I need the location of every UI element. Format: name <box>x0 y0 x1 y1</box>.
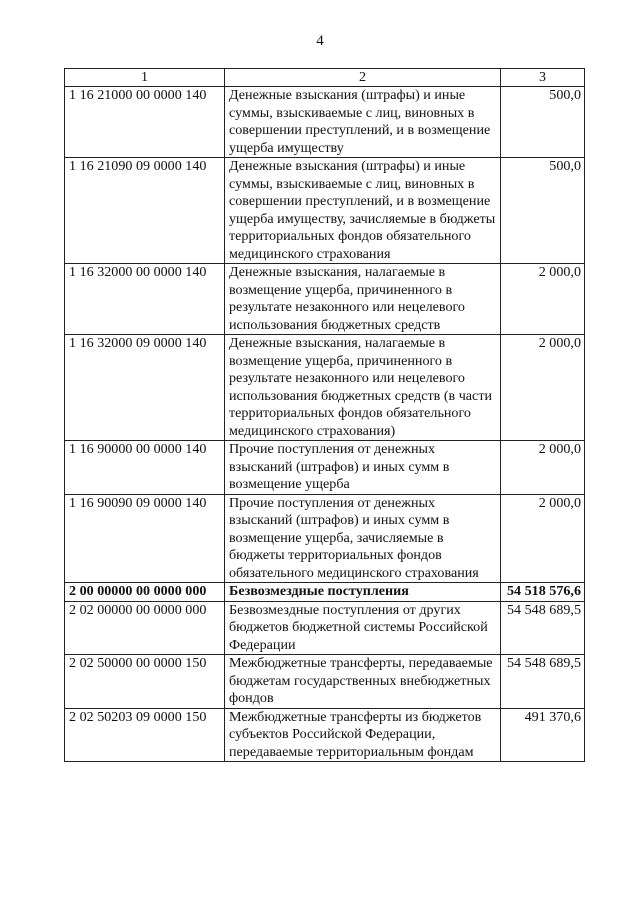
revenue-amount-cell: 500,0 <box>501 158 585 264</box>
revenue-code-cell: 2 02 50203 09 0000 150 <box>65 708 225 762</box>
page-number: 4 <box>316 33 324 49</box>
table-row <box>65 601 585 655</box>
revenue-name-cell: Безвозмездные поступления <box>225 583 501 602</box>
revenue-name-cell: Безвозмездные поступления от других бюджетов бюджетной системы Российской Федерации <box>225 601 501 655</box>
revenue-code-cell: 1 16 90090 09 0000 140 <box>65 494 225 583</box>
revenue-name-cell: Денежные взыскания, налагаемые в возмещение ущерба, причиненного в результате незаконного или нецелевого использования бюджетных средств (в части территориальных фондов обязательного медицинского страхования) <box>225 335 501 441</box>
column-header-name: 2 <box>225 69 501 87</box>
revenue-amount-cell: 2 000,0 <box>501 264 585 335</box>
table-row <box>65 708 585 762</box>
column-header-code: 1 <box>65 69 225 87</box>
table-row <box>65 158 585 264</box>
revenue-name-cell: Межбюджетные трансферты из бюджетов субъектов Российской Федерации, передаваемые территориальным фондам <box>225 708 501 762</box>
column-header-amount: 3 <box>501 69 585 87</box>
revenue-name-cell: Денежные взыскания (штрафы) и иные суммы, взыскиваемые с лиц, виновных в совершении преступлений, и в возмещение ущерба имуществу, зачисляемые в бюджеты территориальных фондов обязательного медицинского страхования <box>225 158 501 264</box>
revenue-amount-cell: 2 000,0 <box>501 441 585 495</box>
table-row <box>65 441 585 495</box>
revenue-code-cell: 1 16 32000 09 0000 140 <box>65 335 225 441</box>
revenue-name-cell: Денежные взыскания (штрафы) и иные суммы, взыскиваемые с лиц, виновных в совершении преступлений, и в возмещение ущерба имуществу <box>225 87 501 158</box>
revenue-code-cell: 2 02 00000 00 0000 000 <box>65 601 225 655</box>
revenue-name-cell: Прочие поступления от денежных взысканий (штрафов) и иных сумм в возмещение ущерба, зачисляемые в бюджеты территориальных фондов обязательного медицинского страхования <box>225 494 501 583</box>
revenue-amount-cell: 54 548 689,5 <box>501 601 585 655</box>
revenue-amount-cell: 54 518 576,6 <box>501 583 585 602</box>
revenue-amount-cell: 491 370,6 <box>501 708 585 762</box>
table-row <box>65 87 585 158</box>
revenue-code-cell: 2 00 00000 00 0000 000 <box>65 583 225 602</box>
table-row <box>65 335 585 441</box>
revenue-amount-cell: 2 000,0 <box>501 494 585 583</box>
revenue-code-cell: 2 02 50000 00 0000 150 <box>65 655 225 709</box>
revenue-name-cell: Межбюджетные трансферты, передаваемые бюджетам государственных внебюджетных фондов <box>225 655 501 709</box>
revenue-amount-cell: 500,0 <box>501 87 585 158</box>
budget-revenue-table <box>64 68 585 762</box>
revenue-name-cell: Прочие поступления от денежных взысканий (штрафов) и иных сумм в возмещение ущерба <box>225 441 501 495</box>
table-row <box>65 264 585 335</box>
revenue-code-cell: 1 16 21000 00 0000 140 <box>65 87 225 158</box>
table-header-row <box>65 69 585 87</box>
table-row <box>65 655 585 709</box>
revenue-code-cell: 1 16 21090 09 0000 140 <box>65 158 225 264</box>
revenue-amount-cell: 2 000,0 <box>501 335 585 441</box>
revenue-amount-cell: 54 548 689,5 <box>501 655 585 709</box>
table-row <box>65 494 585 583</box>
table-row-total <box>65 583 585 602</box>
revenue-code-cell: 1 16 32000 00 0000 140 <box>65 264 225 335</box>
revenue-code-cell: 1 16 90000 00 0000 140 <box>65 441 225 495</box>
revenue-name-cell: Денежные взыскания, налагаемые в возмещение ущерба, причиненного в результате незаконного или нецелевого использования бюджетных средств <box>225 264 501 335</box>
